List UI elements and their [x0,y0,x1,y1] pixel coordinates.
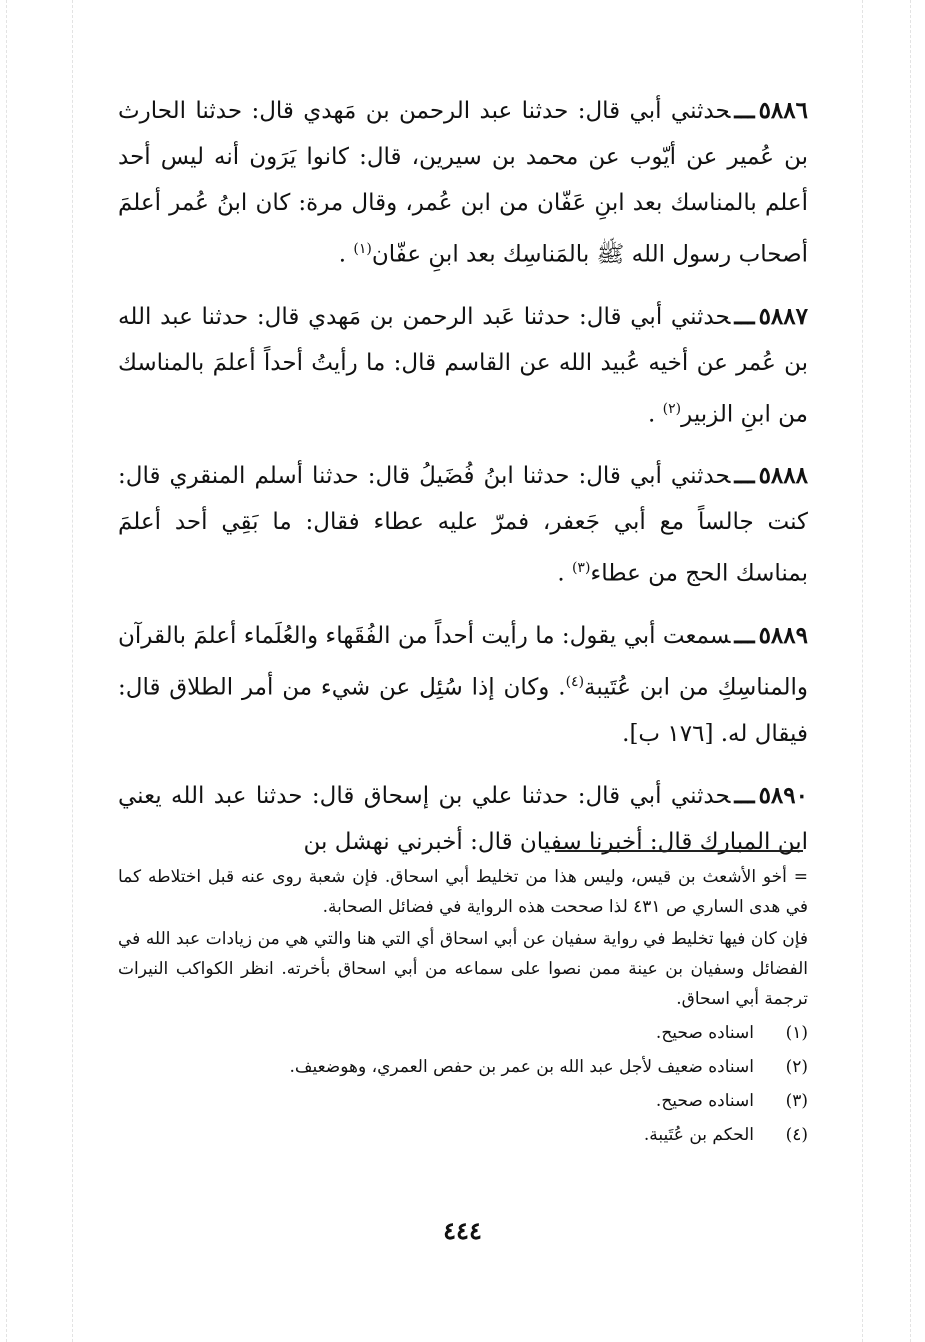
footnote-text: اسناده صحيح. [655,1023,754,1043]
footnote-ref: (٣) [571,560,591,577]
hadith-end: . [338,241,354,268]
footnote [118,1016,808,1050]
hadith-number: ٥٨٨٨ [758,462,808,490]
hadith-tail: . وكان إذا سُئِل عن شيء من أمر الطلاق قال: فيقال له. [١٧٦ ب]. [118,674,808,747]
hadith-end: . [557,560,572,587]
hadith-paragraph [118,294,808,438]
footnote-ref: (٢) [662,400,682,417]
hadith-paragraph [118,88,808,278]
scan-edge-line [72,0,73,1342]
footnote-continuation: = أخو الأشعث بن قيس، وليس هذا من تخليط أبي اسحاق. فإن شعبة روى عنه قبل اختلاطه كما في هدى الساري ص ٤٣١ لذا صححت هذه الرواية في فضائل الصحابة. [118,867,808,917]
hadith-number: ٥٨٨٧ [758,302,808,330]
hadith-dash: ـــ [734,621,755,649]
footnote-number: (٤) [785,1125,808,1145]
hadith-paragraph [118,453,808,597]
footnotes-section [118,862,808,1152]
footnote-text: اسناده صحيح. [655,1091,754,1111]
footnote-text: اسناده ضعيف لأجل عبد الله بن عمر بن حفص العمري، وهوضعيف. [289,1057,754,1077]
hadith-dash: ـــ [734,462,755,490]
hadith-text: سمعت أبي يقول: ما رأيت أحداً من الفُقَهاء والعُلَماء أعلمَ بالقرآن والمناسِكِ من ابن عُتَيبة [118,622,809,701]
hadith-text: حدثني أبي قال: حدثنا عبد الرحمن بن مَهدي قال: حدثنا الحارث بن عُمير عن أيّوب عن محمد بن سيرين، قال: كانوا يَرَون أنه ليس أحد أعلم بالمناسك بعد ابنِ عَفّان من ابن عُمر، وقال مرة: كان ابنُ عُمر أعلمَ أصحاب رسول الله ﷺ بالمَناسِك بعد ابنِ عفّان [118,98,808,268]
footnote [118,1050,808,1084]
footnote-number: (٢) [785,1057,808,1077]
page-number: ٤٤٤ [443,1216,482,1245]
footnote-number: (١) [785,1023,808,1043]
footnote-ref: (٤) [565,673,585,690]
footnote-divider [555,850,803,852]
footnote-number: (٣) [785,1091,808,1111]
hadith-number: ٥٨٩٠ [758,781,808,809]
hadith-dash: ـــ [734,781,755,809]
scan-edge-line [6,0,7,1342]
footnote-continuation: فإن كان فيها تخليط في رواية سفيان عن أبي اسحاق أي التي هنا والتي هي من زيادات عبد الله في الفضائل وسفيان بن عينة ممن نصوا على سماعه من أبي اسحاق بأخرته. انظر الكواكب النيرات ترجمة أبي اسحاق. [118,929,808,1009]
footnote-ref: (١) [353,241,372,257]
footnote [118,1118,808,1152]
hadith-text: حدثني أبي قال: حدثنا ابنُ فُضَيلُ قال: حدثنا أسلم المنقري قال: كنت جالساً مع أبي جَعفر، فمرّ عليه عطاء فقال: ما بَقِي أحد أعلمَ بمناسك الحج من عطاء [118,463,808,587]
hadith-number: ٥٨٨٩ [758,621,808,649]
scan-edge-line [862,0,863,1342]
hadith-dash: ـــ [734,302,755,330]
main-text [118,88,808,881]
scan-edge-line [910,0,911,1342]
hadith-dash: ـــ [734,97,755,124]
hadith-end: . [648,401,663,428]
footnote-text: الحكم بن عُتَيبة. [643,1125,754,1145]
footnote [118,1084,808,1118]
hadith-text: حدثني أبي قال: حدثنا عَبد الرحمن بن مَهدي قال: حدثنا عبد الله بن عُمر عن أخيه عُبيد الله عن القاسم قال: ما رأيتُ أحداً أعلمَ بالمناسك من ابنِ الزبير [118,303,808,428]
hadith-text: حدثني أبي قال: حدثنا علي بن إسحاق قال: حدثنا عبد الله يعني ابن المبارك قال: أخبرنا سفيان قال: أخبرني نهشل بن [118,782,808,855]
hadith-paragraph [118,613,808,757]
hadith-number: ٥٨٨٦ [758,97,808,124]
